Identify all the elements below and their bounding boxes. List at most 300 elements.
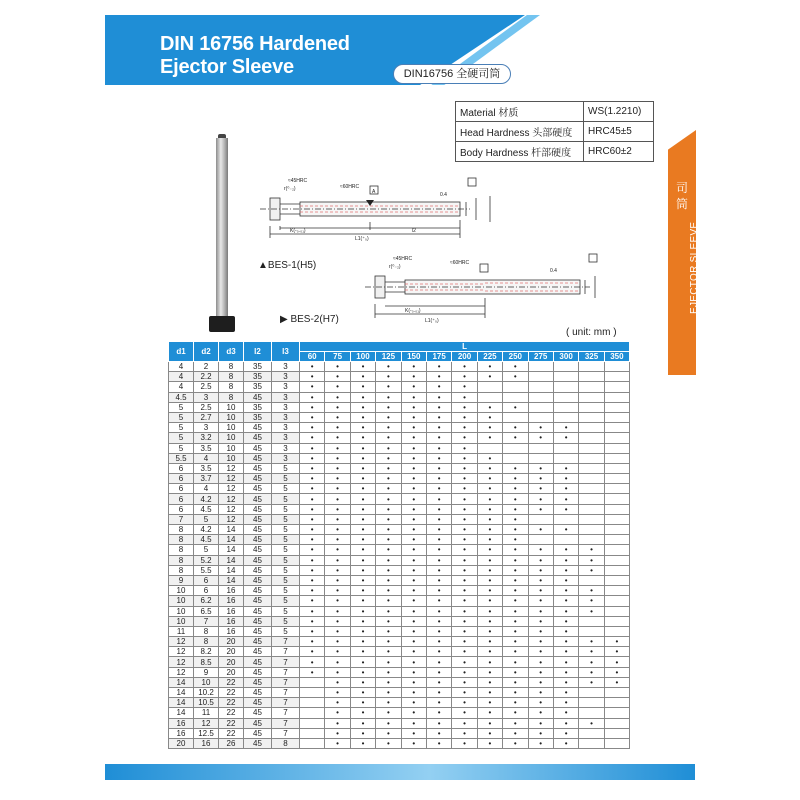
cell-d1: 8 xyxy=(169,535,194,545)
cell-l2: 45 xyxy=(244,647,272,657)
availability-cell: • xyxy=(300,596,325,606)
cell-d3: 8 xyxy=(219,372,244,382)
availability-cell: • xyxy=(350,738,375,748)
availability-cell: • xyxy=(325,545,350,555)
availability-cell: • xyxy=(452,514,477,524)
availability-cell: • xyxy=(528,626,553,636)
availability-cell: • xyxy=(528,494,553,504)
availability-cell: • xyxy=(376,667,401,677)
cell-d1: 7 xyxy=(169,514,194,524)
length-header: 325 xyxy=(579,352,604,362)
availability-cell: • xyxy=(325,474,350,484)
availability-cell: • xyxy=(325,382,350,392)
availability-cell: • xyxy=(579,667,604,677)
availability-cell: • xyxy=(503,698,528,708)
availability-cell xyxy=(604,423,629,433)
availability-cell: • xyxy=(528,657,553,667)
availability-cell: • xyxy=(350,443,375,453)
availability-cell: • xyxy=(376,443,401,453)
cell-l3: 7 xyxy=(272,698,300,708)
availability-cell: • xyxy=(350,565,375,575)
availability-cell: • xyxy=(325,647,350,657)
label-hrc45: ≈45HRC xyxy=(288,178,308,184)
page-title-line1: DIN 16756 Hardened xyxy=(160,33,350,55)
availability-cell: • xyxy=(579,657,604,667)
cell-d2: 10 xyxy=(194,677,219,687)
cell-d2: 5.2 xyxy=(194,555,219,565)
availability-cell: • xyxy=(452,718,477,728)
availability-cell: • xyxy=(401,514,426,524)
availability-cell: • xyxy=(579,647,604,657)
cell-d3: 14 xyxy=(219,525,244,535)
cell-d3: 20 xyxy=(219,657,244,667)
availability-cell: • xyxy=(350,453,375,463)
availability-cell xyxy=(604,392,629,402)
availability-cell: • xyxy=(503,616,528,626)
cell-d2: 6.2 xyxy=(194,596,219,606)
availability-cell: • xyxy=(376,586,401,596)
cell-l2: 45 xyxy=(244,494,272,504)
availability-cell: • xyxy=(401,565,426,575)
cell-l3: 5 xyxy=(272,596,300,606)
availability-cell: • xyxy=(503,433,528,443)
cell-d2: 2 xyxy=(194,362,219,372)
availability-cell xyxy=(604,596,629,606)
availability-cell: • xyxy=(503,718,528,728)
spec-value: HRC60±2 xyxy=(584,142,654,162)
availability-cell: • xyxy=(528,698,553,708)
availability-cell: • xyxy=(452,708,477,718)
cell-l3: 3 xyxy=(272,372,300,382)
availability-cell: • xyxy=(528,616,553,626)
table-row xyxy=(169,667,630,677)
availability-cell: • xyxy=(528,667,553,677)
cell-d3: 16 xyxy=(219,586,244,596)
cell-d1: 6 xyxy=(169,474,194,484)
cell-d3: 16 xyxy=(219,606,244,616)
spec-value: WS(1.2210) xyxy=(584,102,654,122)
availability-cell: • xyxy=(426,402,451,412)
availability-cell: • xyxy=(376,596,401,606)
availability-cell: • xyxy=(452,667,477,677)
label-radius: r(⁰₋₂) xyxy=(284,186,296,192)
cell-d3: 10 xyxy=(219,423,244,433)
availability-cell xyxy=(477,392,502,402)
cell-d3: 10 xyxy=(219,433,244,443)
availability-cell: • xyxy=(376,514,401,524)
availability-cell: • xyxy=(452,525,477,535)
availability-cell: • xyxy=(477,484,502,494)
availability-cell: • xyxy=(376,738,401,748)
availability-cell: • xyxy=(452,677,477,687)
availability-cell: • xyxy=(579,586,604,596)
availability-cell: • xyxy=(401,657,426,667)
availability-cell xyxy=(604,606,629,616)
availability-cell: • xyxy=(553,484,578,494)
cell-l3: 5 xyxy=(272,484,300,494)
availability-cell: • xyxy=(503,596,528,606)
availability-cell: • xyxy=(325,708,350,718)
cell-l3: 7 xyxy=(272,718,300,728)
cell-d3: 16 xyxy=(219,616,244,626)
availability-cell: • xyxy=(350,362,375,372)
availability-cell: • xyxy=(350,474,375,484)
availability-cell: • xyxy=(350,596,375,606)
availability-cell: • xyxy=(477,494,502,504)
bes1-technical-drawing xyxy=(240,168,515,258)
availability-cell xyxy=(579,708,604,718)
cell-l3: 5 xyxy=(272,504,300,514)
availability-cell xyxy=(604,545,629,555)
availability-cell: • xyxy=(376,463,401,473)
cell-l3: 3 xyxy=(272,433,300,443)
availability-cell: • xyxy=(376,545,401,555)
bes2-label-hrc60: ≈60HRC xyxy=(450,260,470,266)
spec-value: HRC45±5 xyxy=(584,122,654,142)
availability-cell xyxy=(604,738,629,748)
availability-cell xyxy=(503,443,528,453)
table-row xyxy=(169,586,630,596)
availability-cell: • xyxy=(325,525,350,535)
availability-cell xyxy=(528,443,553,453)
availability-cell xyxy=(528,514,553,524)
availability-cell: • xyxy=(401,688,426,698)
cell-l2: 45 xyxy=(244,596,272,606)
availability-cell: • xyxy=(503,362,528,372)
availability-cell: • xyxy=(477,402,502,412)
availability-cell: • xyxy=(604,647,629,657)
bes2-label-hrc45: ≈45HRC xyxy=(393,256,413,262)
table-row xyxy=(169,728,630,738)
side-tab-english-label: EJECTOR SLEEVE xyxy=(689,221,700,314)
cell-l2: 45 xyxy=(244,606,272,616)
table-row xyxy=(169,423,630,433)
cell-d2: 3.2 xyxy=(194,433,219,443)
availability-cell: • xyxy=(503,586,528,596)
availability-cell: • xyxy=(503,708,528,718)
cell-d2: 2.2 xyxy=(194,372,219,382)
availability-cell: • xyxy=(426,514,451,524)
availability-cell: • xyxy=(426,738,451,748)
spec-key: Body Hardness 杆部硬度 xyxy=(456,142,584,162)
cell-l2: 45 xyxy=(244,504,272,514)
availability-cell: • xyxy=(477,433,502,443)
bes1-label: ▲BES-1(H5) xyxy=(258,260,317,271)
cell-d2: 6 xyxy=(194,586,219,596)
cell-d1: 14 xyxy=(169,708,194,718)
cell-l2: 45 xyxy=(244,708,272,718)
availability-cell: • xyxy=(300,575,325,585)
length-header: 60 xyxy=(300,352,325,362)
availability-cell xyxy=(503,453,528,463)
availability-cell: • xyxy=(477,545,502,555)
availability-cell xyxy=(300,708,325,718)
availability-cell xyxy=(579,728,604,738)
availability-cell: • xyxy=(553,525,578,535)
availability-cell: • xyxy=(426,484,451,494)
cell-l2: 45 xyxy=(244,718,272,728)
availability-cell xyxy=(528,535,553,545)
availability-cell: • xyxy=(503,484,528,494)
availability-cell: • xyxy=(528,423,553,433)
availability-cell: • xyxy=(401,453,426,463)
availability-cell: • xyxy=(477,453,502,463)
availability-cell: • xyxy=(376,382,401,392)
cell-l3: 7 xyxy=(272,637,300,647)
cell-d1: 4 xyxy=(169,372,194,382)
table-row xyxy=(169,412,630,422)
table-row xyxy=(169,504,630,514)
availability-cell: • xyxy=(426,667,451,677)
availability-cell: • xyxy=(350,667,375,677)
availability-cell: • xyxy=(401,525,426,535)
table-row xyxy=(169,453,630,463)
cell-d3: 20 xyxy=(219,667,244,677)
length-header: 225 xyxy=(477,352,502,362)
availability-cell xyxy=(553,412,578,422)
label-l2: l2 xyxy=(412,228,416,234)
length-header: 200 xyxy=(452,352,477,362)
availability-cell xyxy=(579,453,604,463)
availability-cell: • xyxy=(350,484,375,494)
availability-cell: • xyxy=(503,606,528,616)
availability-cell xyxy=(553,382,578,392)
cell-l2: 35 xyxy=(244,402,272,412)
availability-cell: • xyxy=(401,423,426,433)
availability-cell: • xyxy=(426,443,451,453)
cell-d2: 2.7 xyxy=(194,412,219,422)
availability-cell xyxy=(300,677,325,687)
cell-d1: 4 xyxy=(169,382,194,392)
availability-cell: • xyxy=(300,565,325,575)
cell-d1: 10 xyxy=(169,606,194,616)
cell-d2: 9 xyxy=(194,667,219,677)
cell-d3: 14 xyxy=(219,555,244,565)
footer-highlight xyxy=(105,764,695,780)
cell-l2: 45 xyxy=(244,545,272,555)
availability-cell: • xyxy=(426,626,451,636)
cell-d2: 4 xyxy=(194,453,219,463)
availability-cell: • xyxy=(376,688,401,698)
bes2-label-radius: r(⁰₋₂) xyxy=(389,264,401,270)
cell-d3: 16 xyxy=(219,596,244,606)
availability-cell: • xyxy=(426,453,451,463)
availability-cell: • xyxy=(325,616,350,626)
cell-d1: 8 xyxy=(169,545,194,555)
availability-cell: • xyxy=(503,372,528,382)
availability-cell: • xyxy=(452,484,477,494)
availability-cell: • xyxy=(452,637,477,647)
availability-cell: • xyxy=(528,545,553,555)
availability-cell: • xyxy=(300,626,325,636)
availability-cell: • xyxy=(452,443,477,453)
availability-cell xyxy=(528,372,553,382)
availability-cell xyxy=(604,484,629,494)
availability-cell: • xyxy=(452,535,477,545)
availability-cell: • xyxy=(426,677,451,687)
availability-cell xyxy=(579,392,604,402)
cell-l3: 3 xyxy=(272,443,300,453)
cell-d2: 6.5 xyxy=(194,606,219,616)
table-row xyxy=(169,474,630,484)
availability-cell: • xyxy=(477,372,502,382)
cell-l3: 3 xyxy=(272,392,300,402)
cell-d2: 8 xyxy=(194,637,219,647)
availability-cell: • xyxy=(503,474,528,484)
availability-cell xyxy=(604,728,629,738)
availability-cell: • xyxy=(325,606,350,616)
availability-cell: • xyxy=(401,443,426,453)
availability-cell: • xyxy=(604,667,629,677)
table-row xyxy=(169,698,630,708)
availability-cell: • xyxy=(426,698,451,708)
cell-l3: 7 xyxy=(272,657,300,667)
availability-cell: • xyxy=(528,728,553,738)
availability-cell xyxy=(579,688,604,698)
cell-d3: 14 xyxy=(219,565,244,575)
cell-l3: 7 xyxy=(272,647,300,657)
availability-cell: • xyxy=(376,362,401,372)
cell-d3: 22 xyxy=(219,728,244,738)
availability-cell: • xyxy=(350,535,375,545)
availability-cell: • xyxy=(350,545,375,555)
availability-cell: • xyxy=(426,474,451,484)
availability-cell: • xyxy=(376,728,401,738)
availability-cell: • xyxy=(426,555,451,565)
availability-cell: • xyxy=(452,453,477,463)
availability-cell: • xyxy=(350,657,375,667)
length-header: 175 xyxy=(426,352,451,362)
availability-cell: • xyxy=(300,423,325,433)
availability-cell: • xyxy=(325,667,350,677)
cell-d1: 11 xyxy=(169,626,194,636)
cell-d2: 4.2 xyxy=(194,525,219,535)
availability-cell: • xyxy=(553,728,578,738)
availability-cell xyxy=(604,433,629,443)
availability-cell: • xyxy=(528,575,553,585)
availability-cell: • xyxy=(300,616,325,626)
availability-cell: • xyxy=(477,688,502,698)
availability-cell: • xyxy=(553,596,578,606)
availability-cell: • xyxy=(376,718,401,728)
availability-cell: • xyxy=(376,372,401,382)
side-tab-chinese-label: 司筒 xyxy=(675,181,688,211)
availability-cell: • xyxy=(376,484,401,494)
availability-cell: • xyxy=(503,657,528,667)
availability-cell: • xyxy=(376,423,401,433)
availability-cell xyxy=(579,504,604,514)
availability-cell: • xyxy=(452,688,477,698)
cell-l3: 5 xyxy=(272,514,300,524)
cell-l2: 45 xyxy=(244,463,272,473)
availability-cell xyxy=(528,362,553,372)
availability-cell xyxy=(579,494,604,504)
availability-cell xyxy=(503,382,528,392)
cell-d1: 10 xyxy=(169,616,194,626)
availability-cell: • xyxy=(477,698,502,708)
availability-cell: • xyxy=(452,586,477,596)
availability-cell: • xyxy=(477,504,502,514)
cell-l2: 45 xyxy=(244,688,272,698)
availability-cell: • xyxy=(401,412,426,422)
availability-cell: • xyxy=(579,718,604,728)
table-row xyxy=(169,545,630,555)
availability-cell xyxy=(604,372,629,382)
availability-cell: • xyxy=(553,575,578,585)
availability-cell xyxy=(579,616,604,626)
table-row xyxy=(169,484,630,494)
availability-cell: • xyxy=(376,494,401,504)
availability-cell: • xyxy=(503,565,528,575)
availability-cell: • xyxy=(553,708,578,718)
availability-cell: • xyxy=(604,677,629,687)
cell-l2: 45 xyxy=(244,423,272,433)
availability-cell: • xyxy=(325,453,350,463)
availability-cell: • xyxy=(350,423,375,433)
availability-cell: • xyxy=(300,433,325,443)
cell-d3: 14 xyxy=(219,535,244,545)
cell-l2: 45 xyxy=(244,514,272,524)
availability-cell: • xyxy=(553,637,578,647)
availability-cell: • xyxy=(452,555,477,565)
cell-l3: 5 xyxy=(272,626,300,636)
cell-l3: 5 xyxy=(272,525,300,535)
table-row xyxy=(169,382,630,392)
cell-d1: 10 xyxy=(169,586,194,596)
cell-d2: 3.7 xyxy=(194,474,219,484)
availability-cell xyxy=(579,738,604,748)
availability-cell: • xyxy=(350,688,375,698)
availability-cell: • xyxy=(350,647,375,657)
column-header-d1: d1 xyxy=(169,342,194,362)
cell-d2: 2.5 xyxy=(194,382,219,392)
availability-cell: • xyxy=(376,708,401,718)
availability-cell xyxy=(604,688,629,698)
availability-cell: • xyxy=(477,606,502,616)
cell-d3: 12 xyxy=(219,474,244,484)
availability-cell: • xyxy=(401,718,426,728)
cell-d3: 8 xyxy=(219,392,244,402)
availability-cell xyxy=(528,392,553,402)
availability-cell: • xyxy=(452,433,477,443)
availability-cell: • xyxy=(553,555,578,565)
availability-cell: • xyxy=(401,626,426,636)
cell-d1: 12 xyxy=(169,657,194,667)
cell-l2: 45 xyxy=(244,738,272,748)
table-row xyxy=(169,463,630,473)
availability-cell: • xyxy=(477,647,502,657)
availability-cell xyxy=(528,412,553,422)
availability-cell: • xyxy=(401,596,426,606)
table-row xyxy=(169,688,630,698)
table-row xyxy=(169,525,630,535)
availability-cell xyxy=(553,392,578,402)
label-k: K(-₀.₀₁) xyxy=(290,228,306,234)
cell-d2: 2.5 xyxy=(194,402,219,412)
cell-l3: 7 xyxy=(272,728,300,738)
length-header: 350 xyxy=(604,352,629,362)
availability-cell: • xyxy=(477,535,502,545)
table-row xyxy=(169,402,630,412)
availability-cell: • xyxy=(477,463,502,473)
availability-cell: • xyxy=(350,637,375,647)
cell-d2: 8.2 xyxy=(194,647,219,657)
availability-cell: • xyxy=(300,525,325,535)
availability-cell: • xyxy=(528,718,553,728)
availability-cell: • xyxy=(528,565,553,575)
table-row xyxy=(169,657,630,667)
availability-cell: • xyxy=(477,412,502,422)
